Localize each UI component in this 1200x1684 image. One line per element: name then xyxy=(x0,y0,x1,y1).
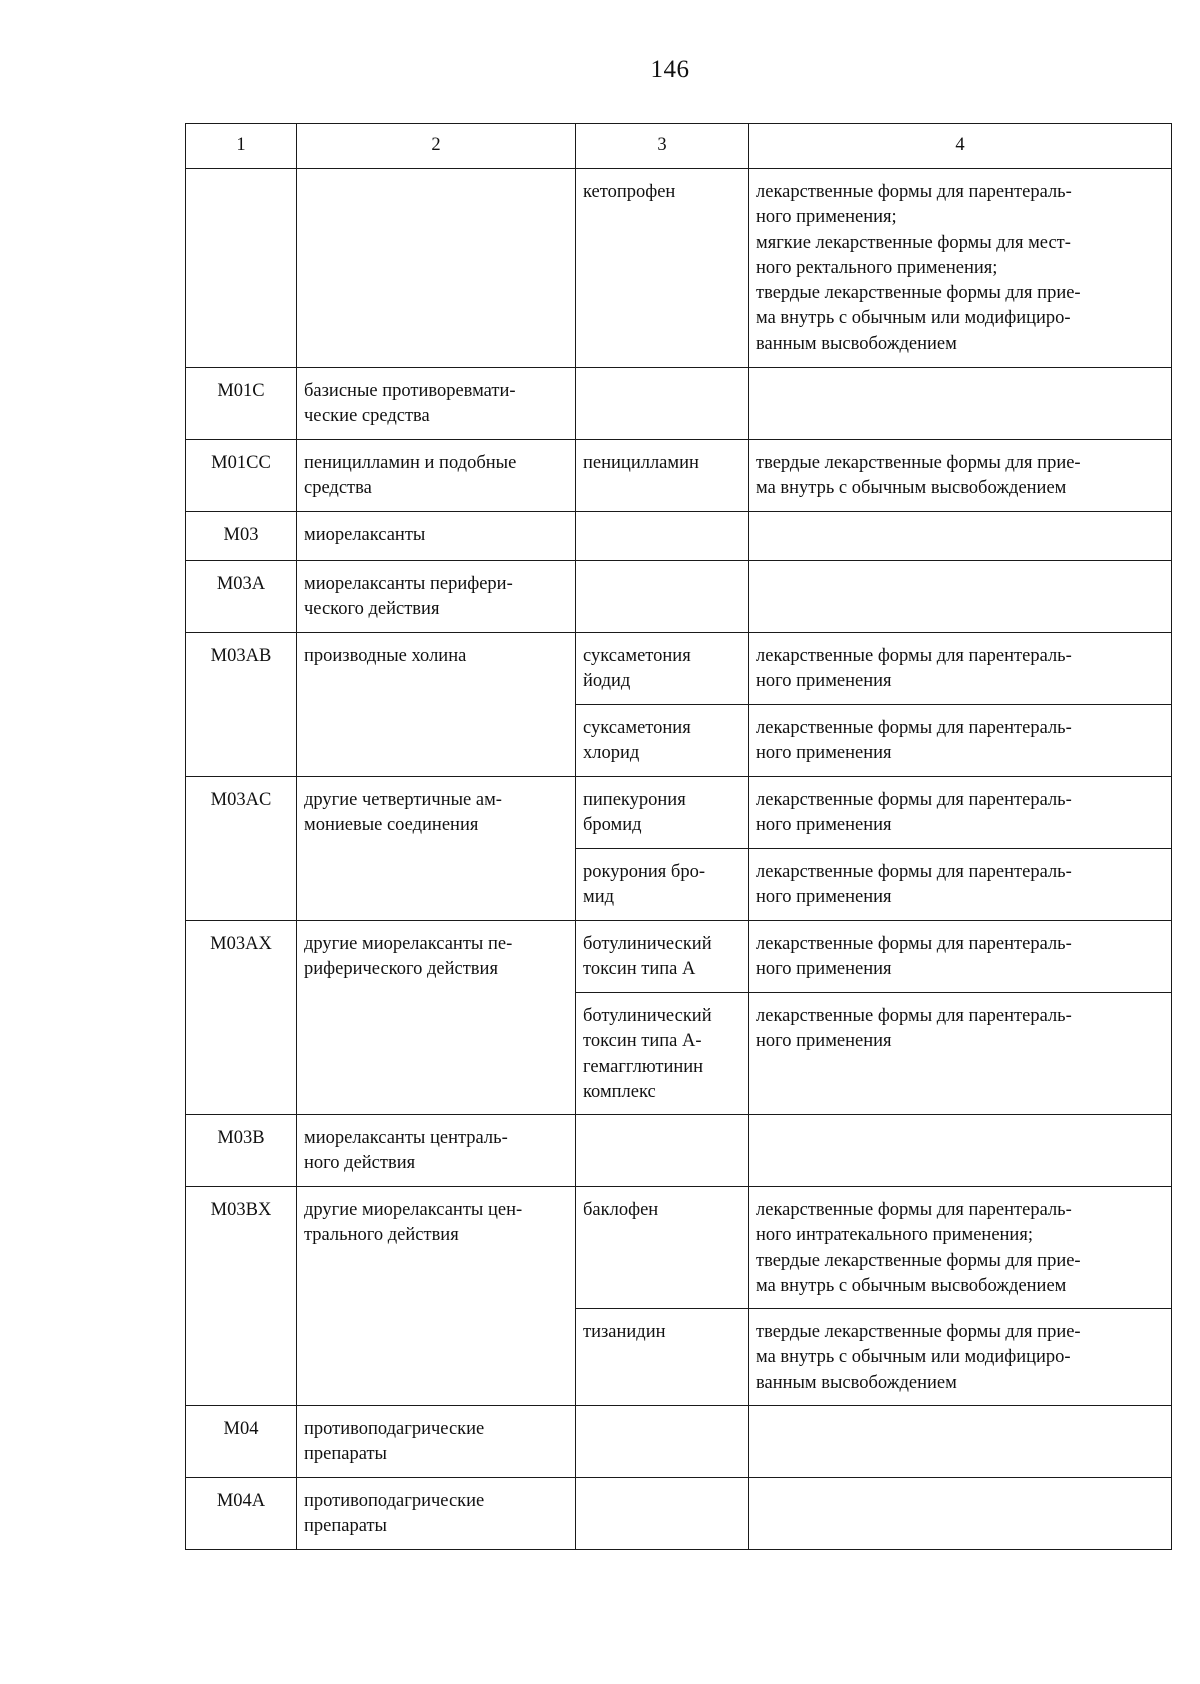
drug-name-line: баклофен xyxy=(583,1200,659,1220)
dosage-forms-cell xyxy=(749,777,1172,849)
dosage-forms-cell xyxy=(749,169,1172,368)
group-name-cell xyxy=(297,368,576,440)
drug-name-line: комплекс xyxy=(583,1081,656,1102)
drug-name-cell xyxy=(576,1309,749,1406)
table-row xyxy=(186,561,1172,633)
group-name-line: другие четвертичные ам- xyxy=(304,790,502,810)
group-name-line: ного действия xyxy=(304,1153,416,1174)
group-name-line: пеницилламин и подобные xyxy=(304,453,517,473)
drug-name-line: ботулинический xyxy=(583,934,712,954)
group-name-cell xyxy=(297,561,576,633)
group-name-line: другие миорелаксанты цен- xyxy=(304,1200,523,1220)
group-name-line: препараты xyxy=(304,1444,387,1465)
column-header-1: 1 xyxy=(186,124,297,169)
drug-name-cell xyxy=(576,633,749,705)
table-row xyxy=(186,1478,1172,1550)
drug-name-line: пеницилламин xyxy=(583,453,699,473)
group-name-line: риферического действия xyxy=(304,959,498,980)
dosage-forms-cell xyxy=(749,705,1172,777)
dosage-forms-cell xyxy=(749,1115,1172,1187)
group-name-cell xyxy=(297,777,576,921)
dosage-form-line: лекарственные формы для парентераль- xyxy=(756,934,1072,954)
header-row xyxy=(186,124,1172,169)
dosage-form-line: лекарственные формы для парентераль- xyxy=(756,718,1072,738)
atc-code-cell: M01C xyxy=(186,368,297,440)
atc-code-cell: M03AX xyxy=(186,921,297,1115)
drug-name-cell xyxy=(576,368,749,440)
dosage-forms-cell xyxy=(749,512,1172,561)
drug-name-cell xyxy=(576,169,749,368)
dosage-form-line: твердые лекарственные формы для прие- xyxy=(756,283,1081,304)
table-row xyxy=(186,440,1172,512)
drug-name-line: ботулинический xyxy=(583,1006,712,1026)
dosage-forms-cell xyxy=(749,993,1172,1115)
dosage-forms-cell xyxy=(749,1187,1172,1309)
dosage-forms-cell xyxy=(749,440,1172,512)
dosage-form-line: твердые лекарственные формы для прие- xyxy=(756,453,1081,473)
dosage-form-line: ного применения xyxy=(756,671,892,692)
group-name-cell xyxy=(297,633,576,777)
drug-name-line: суксаметония xyxy=(583,646,691,666)
dosage-form-line: ного применения xyxy=(756,1031,892,1052)
group-name-line: мониевые соединения xyxy=(304,815,479,836)
dosage-form-line: твердые лекарственные формы для прие- xyxy=(756,1322,1081,1342)
dosage-form-line: мягкие лекарственные формы для мест- xyxy=(756,232,1071,253)
group-name-cell xyxy=(297,1187,576,1406)
group-name-cell xyxy=(297,1115,576,1187)
group-name-cell xyxy=(297,921,576,1115)
group-name-line: миорелаксанты xyxy=(304,525,426,545)
drug-name-cell xyxy=(576,512,749,561)
dosage-form-line: ма внутрь с обычным или модифициро- xyxy=(756,1347,1071,1368)
table-row xyxy=(186,1187,1172,1309)
column-header-2: 2 xyxy=(297,124,576,169)
group-name-line: трального действия xyxy=(304,1225,459,1246)
dosage-form-line: лекарственные формы для парентераль- xyxy=(756,1006,1072,1026)
drug-name-line: кетопрофен xyxy=(583,182,676,202)
dosage-forms-cell xyxy=(749,368,1172,440)
page-number: 146 xyxy=(650,56,690,83)
drug-name-cell xyxy=(576,777,749,849)
group-name-cell xyxy=(297,1478,576,1550)
drug-name-line: хлорид xyxy=(583,743,640,764)
dosage-form-line: ма внутрь с обычным или модифициро- xyxy=(756,308,1071,329)
dosage-forms-cell xyxy=(749,1309,1172,1406)
group-name-cell xyxy=(297,440,576,512)
dosage-forms-cell xyxy=(749,633,1172,705)
group-name-cell xyxy=(297,512,576,561)
dosage-form-line: лекарственные формы для парентераль- xyxy=(756,862,1072,882)
dosage-form-line: ма внутрь с обычным высвобождением xyxy=(756,1275,1067,1296)
dosage-form-line: ного применения xyxy=(756,959,892,980)
drug-name-cell xyxy=(576,440,749,512)
atc-code-cell: M04 xyxy=(186,1406,297,1478)
drug-name-line: рокурония бро- xyxy=(583,862,705,882)
atc-code-cell: M03BX xyxy=(186,1187,297,1406)
table-row xyxy=(186,512,1172,561)
column-header-3: 3 xyxy=(576,124,749,169)
group-name-line: противоподагрические xyxy=(304,1419,485,1439)
dosage-forms-cell xyxy=(749,1478,1172,1550)
table-row xyxy=(186,921,1172,993)
table-row xyxy=(186,368,1172,440)
group-name-line: миорелаксанты перифери- xyxy=(304,574,513,594)
dosage-form-line: ного интратекального применения; xyxy=(756,1225,1033,1246)
group-name-line: другие миорелаксанты пе- xyxy=(304,934,513,954)
group-name-cell xyxy=(297,1406,576,1478)
drug-name-cell xyxy=(576,921,749,993)
group-name-line: базисные противоревмати- xyxy=(304,381,516,401)
atc-code-cell: M03AC xyxy=(186,777,297,921)
dosage-forms-cell xyxy=(749,849,1172,921)
dosage-form-line: ного применения xyxy=(756,887,892,908)
column-header-4: 4 xyxy=(749,124,1172,169)
dosage-form-line: лекарственные формы для парентераль- xyxy=(756,1200,1072,1220)
drug-classification-table xyxy=(185,123,1172,1550)
table-row xyxy=(186,169,1172,368)
group-name-line: миорелаксанты централь- xyxy=(304,1128,508,1148)
drug-name-cell xyxy=(576,1478,749,1550)
dosage-form-line: ванным высвобождением xyxy=(756,1372,957,1393)
drug-name-cell xyxy=(576,849,749,921)
drug-name-line: гемагглютинин xyxy=(583,1056,704,1077)
drug-name-cell xyxy=(576,1406,749,1478)
dosage-form-line: лекарственные формы для парентераль- xyxy=(756,182,1072,202)
drug-name-cell xyxy=(576,993,749,1115)
dosage-form-line: лекарственные формы для парентераль- xyxy=(756,646,1072,666)
group-name-cell xyxy=(297,169,576,368)
drug-name-line: йодид xyxy=(583,671,631,692)
group-name-line: ческого действия xyxy=(304,599,440,620)
table-row xyxy=(186,777,1172,849)
drug-name-line: пипекурония xyxy=(583,790,686,810)
drug-name-cell xyxy=(576,1115,749,1187)
drug-name-line: тизанидин xyxy=(583,1322,666,1342)
atc-code-cell: M03B xyxy=(186,1115,297,1187)
atc-code-cell: M03AB xyxy=(186,633,297,777)
dosage-form-line: лекарственные формы для парентераль- xyxy=(756,790,1072,810)
group-name-line: средства xyxy=(304,478,372,499)
atc-code-cell xyxy=(186,169,297,368)
table-row xyxy=(186,633,1172,705)
group-name-line: производные холина xyxy=(304,646,467,666)
drug-name-line: мид xyxy=(583,887,615,908)
drug-name-cell xyxy=(576,1187,749,1309)
dosage-forms-cell xyxy=(749,561,1172,633)
drug-name-cell xyxy=(576,561,749,633)
group-name-line: ческие средства xyxy=(304,406,430,427)
drug-name-line: токсин типа А xyxy=(583,959,696,980)
table-row xyxy=(186,1115,1172,1187)
atc-code-cell: M03 xyxy=(186,512,297,561)
drug-name-line: суксаметония xyxy=(583,718,691,738)
atc-code-cell: M03A xyxy=(186,561,297,633)
atc-code-cell: M01CC xyxy=(186,440,297,512)
dosage-form-line: ма внутрь с обычным высвобождением xyxy=(756,478,1067,499)
atc-code-cell: M04A xyxy=(186,1478,297,1550)
dosage-forms-cell xyxy=(749,1406,1172,1478)
dosage-form-line: ного ректального применения; xyxy=(756,257,998,278)
dosage-form-line: ного применения; xyxy=(756,207,897,228)
drug-name-cell xyxy=(576,705,749,777)
group-name-line: противоподагрические xyxy=(304,1491,485,1511)
drug-name-line: бромид xyxy=(583,815,642,836)
dosage-form-line: твердые лекарственные формы для прие- xyxy=(756,1250,1081,1271)
dosage-form-line: ванным высвобождением xyxy=(756,333,957,354)
drug-name-line: токсин типа А- xyxy=(583,1031,702,1052)
group-name-line: препараты xyxy=(304,1516,387,1537)
dosage-forms-cell xyxy=(749,921,1172,993)
dosage-form-line: ного применения xyxy=(756,743,892,764)
dosage-form-line: ного применения xyxy=(756,815,892,836)
table-row xyxy=(186,1406,1172,1478)
